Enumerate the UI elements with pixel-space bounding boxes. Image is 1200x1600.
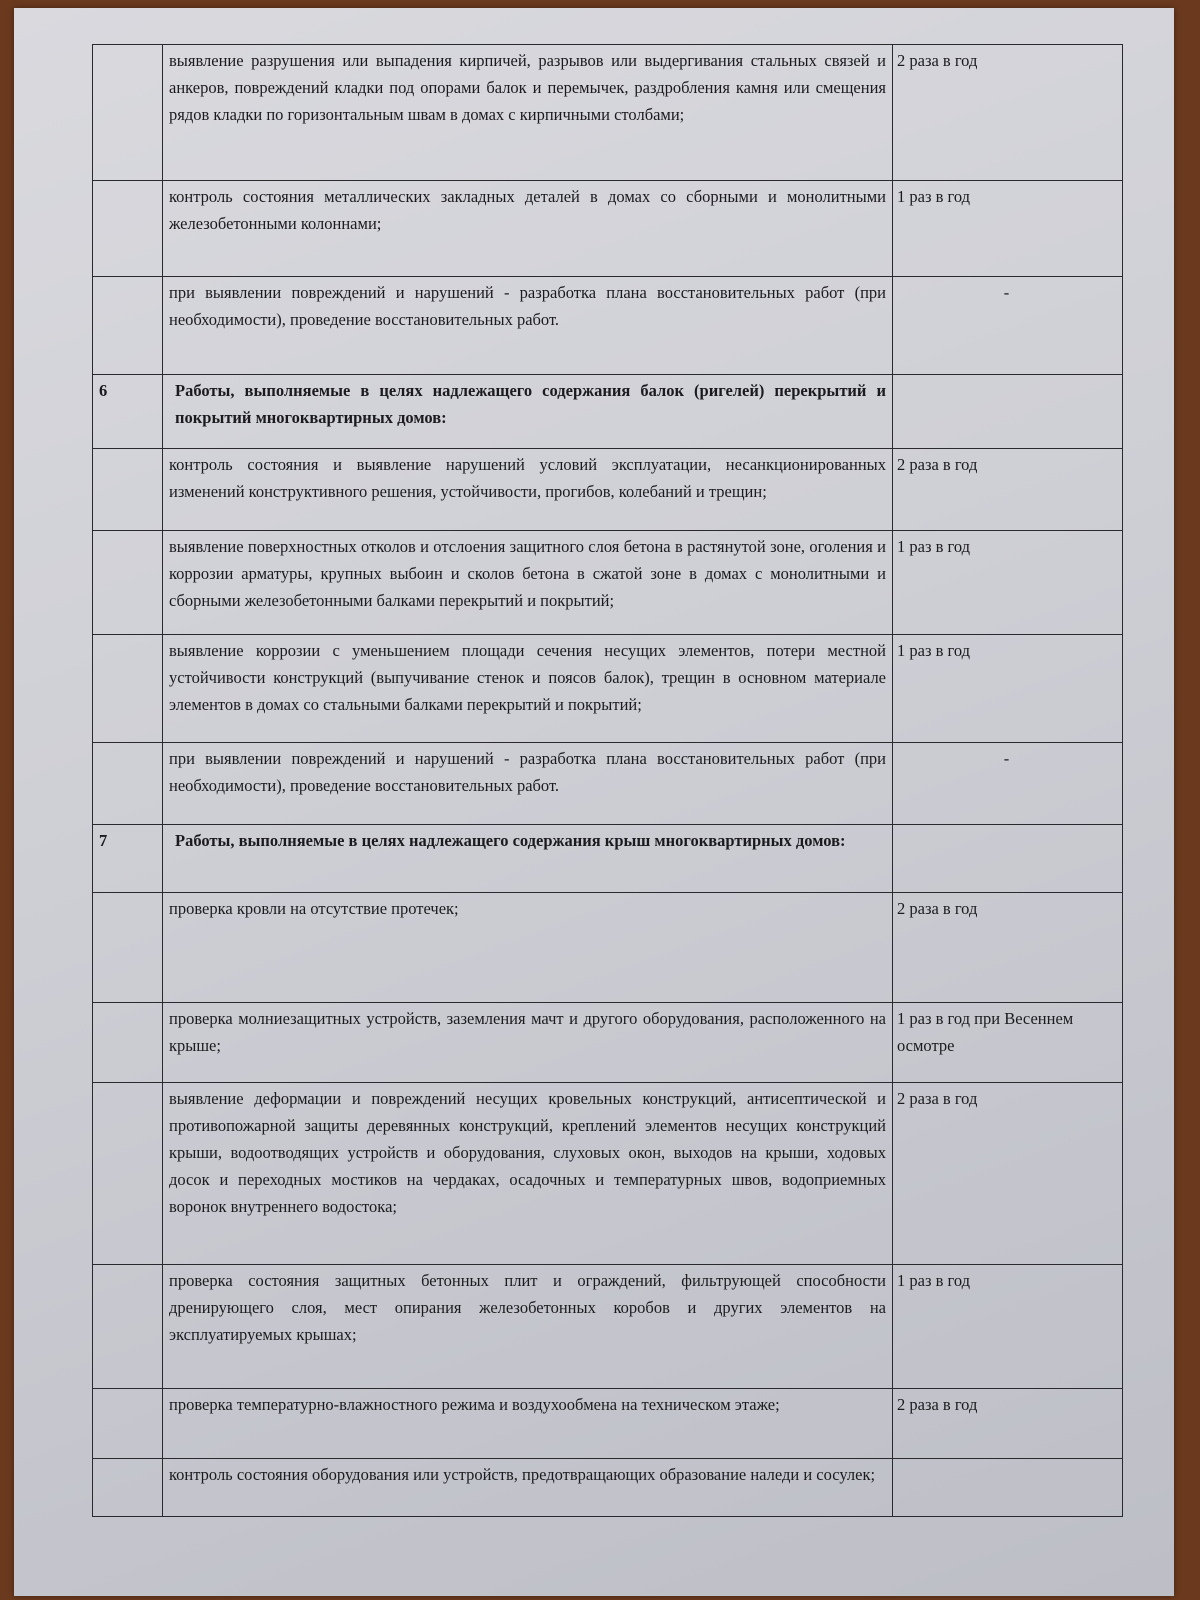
- table-row: [93, 277, 1123, 375]
- work-frequency: 2 раза в год: [893, 1083, 1123, 1265]
- row-number: [93, 1083, 163, 1265]
- work-frequency: 1 раз в год: [893, 181, 1123, 277]
- section-number: 7: [93, 825, 163, 893]
- work-frequency: 2 раза в год: [893, 45, 1123, 181]
- row-number: [93, 45, 163, 181]
- work-description: контроль состояния и выявление нарушений условий эксплуатации, несанкционированных изменений конструктивного решения, устойчивости, прогибов, колебаний и трещин;: [163, 449, 893, 531]
- row-number: [93, 1003, 163, 1083]
- work-description: проверка кровли на отсутствие протечек;: [163, 893, 893, 1003]
- works-table: [92, 44, 1123, 1517]
- work-description: контроль состояния оборудования или устройств, предотвращающих образование наледи и сосулек;: [163, 1459, 893, 1517]
- work-description: при выявлении повреждений и нарушений - разработка плана восстановительных работ (при необходимости), проведение восстановительных работ.: [163, 277, 893, 375]
- table-row: [93, 449, 1123, 531]
- work-frequency: -: [893, 277, 1123, 375]
- table-row: [93, 45, 1123, 181]
- table-row: [93, 1389, 1123, 1459]
- section-header-row: [93, 375, 1123, 449]
- work-frequency: 1 раз в год: [893, 635, 1123, 743]
- work-frequency: 1 раз в год: [893, 531, 1123, 635]
- document-page: [14, 8, 1174, 1596]
- work-description: проверка молниезащитных устройств, заземления мачт и другого оборудования, расположенного на крыше;: [163, 1003, 893, 1083]
- work-description: выявление деформации и повреждений несущих кровельных конструкций, антисептической и противопожарной защиты деревянных конструкций, креплений элементов несущих конструкций крыши, водоотводящих устройств и оборудования, слуховых окон, выходов на крыши, ходовых досок и переходных мостиков на чердаках, осадочных и температурных швов, водоприемных воронок внутреннего водостока;: [163, 1083, 893, 1265]
- row-number: [93, 531, 163, 635]
- work-description: проверка температурно-влажностного режима и воздухообмена на техническом этаже;: [163, 1389, 893, 1459]
- row-number: [93, 743, 163, 825]
- work-frequency: 2 раза в год: [893, 449, 1123, 531]
- work-description: выявление разрушения или выпадения кирпичей, разрывов или выдергивания стальных связей и анкеров, повреждений кладки под опорами балок и перемычек, раздробления камня или смещения рядов кладки по горизонтальным швам в домах с кирпичными столбами;: [163, 45, 893, 181]
- table-row: [93, 531, 1123, 635]
- table-row: [93, 635, 1123, 743]
- table-row: [93, 1265, 1123, 1389]
- row-number: [93, 277, 163, 375]
- table-row: [93, 743, 1123, 825]
- row-number: [93, 181, 163, 277]
- section-number: 6: [93, 375, 163, 449]
- work-description: при выявлении повреждений и нарушений - разработка плана восстановительных работ (при необходимости), проведение восстановительных работ.: [163, 743, 893, 825]
- row-number: [93, 1459, 163, 1517]
- row-number: [93, 1389, 163, 1459]
- work-frequency: 2 раза в год: [893, 1389, 1123, 1459]
- table-row: [93, 1083, 1123, 1265]
- work-frequency: [893, 375, 1123, 449]
- work-frequency: [893, 825, 1123, 893]
- table-row: [93, 893, 1123, 1003]
- table-row: [93, 181, 1123, 277]
- table-row: [93, 1003, 1123, 1083]
- work-description: контроль состояния металлических закладных деталей в домах со сборными и монолитными железобетонными колоннами;: [163, 181, 893, 277]
- table-row: [93, 1459, 1123, 1517]
- work-frequency: 1 раз в год при Весеннем осмотре: [893, 1003, 1123, 1083]
- row-number: [93, 1265, 163, 1389]
- row-number: [93, 449, 163, 531]
- work-frequency: -: [893, 743, 1123, 825]
- work-frequency: 2 раза в год: [893, 893, 1123, 1003]
- work-description: выявление поверхностных отколов и отслоения защитного слоя бетона в растянутой зоне, оголения и коррозии арматуры, крупных выбоин и сколов бетона в сжатой зоне в домах с монолитными и сборными железобетонными балками перекрытий и покрытий;: [163, 531, 893, 635]
- row-number: [93, 893, 163, 1003]
- work-description: выявление коррозии с уменьшением площади сечения несущих элементов, потери местной устойчивости конструкций (выпучивание стенок и поясов балок), трещин в основном материале элементов в домах со стальными балками перекрытий и покрытий;: [163, 635, 893, 743]
- work-frequency: [893, 1459, 1123, 1517]
- section-title: Работы, выполняемые в целях надлежащего содержания балок (ригелей) перекрытий и покрытий многоквартирных домов:: [163, 375, 893, 449]
- work-description: проверка состояния защитных бетонных плит и ограждений, фильтрующей способности дренирующего слоя, мест опирания железобетонных коробов и других элементов на эксплуатируемых крышах;: [163, 1265, 893, 1389]
- work-frequency: 1 раз в год: [893, 1265, 1123, 1389]
- row-number: [93, 635, 163, 743]
- section-title: Работы, выполняемые в целях надлежащего содержания крыш многоквартирных домов:: [163, 825, 893, 893]
- section-header-row: [93, 825, 1123, 893]
